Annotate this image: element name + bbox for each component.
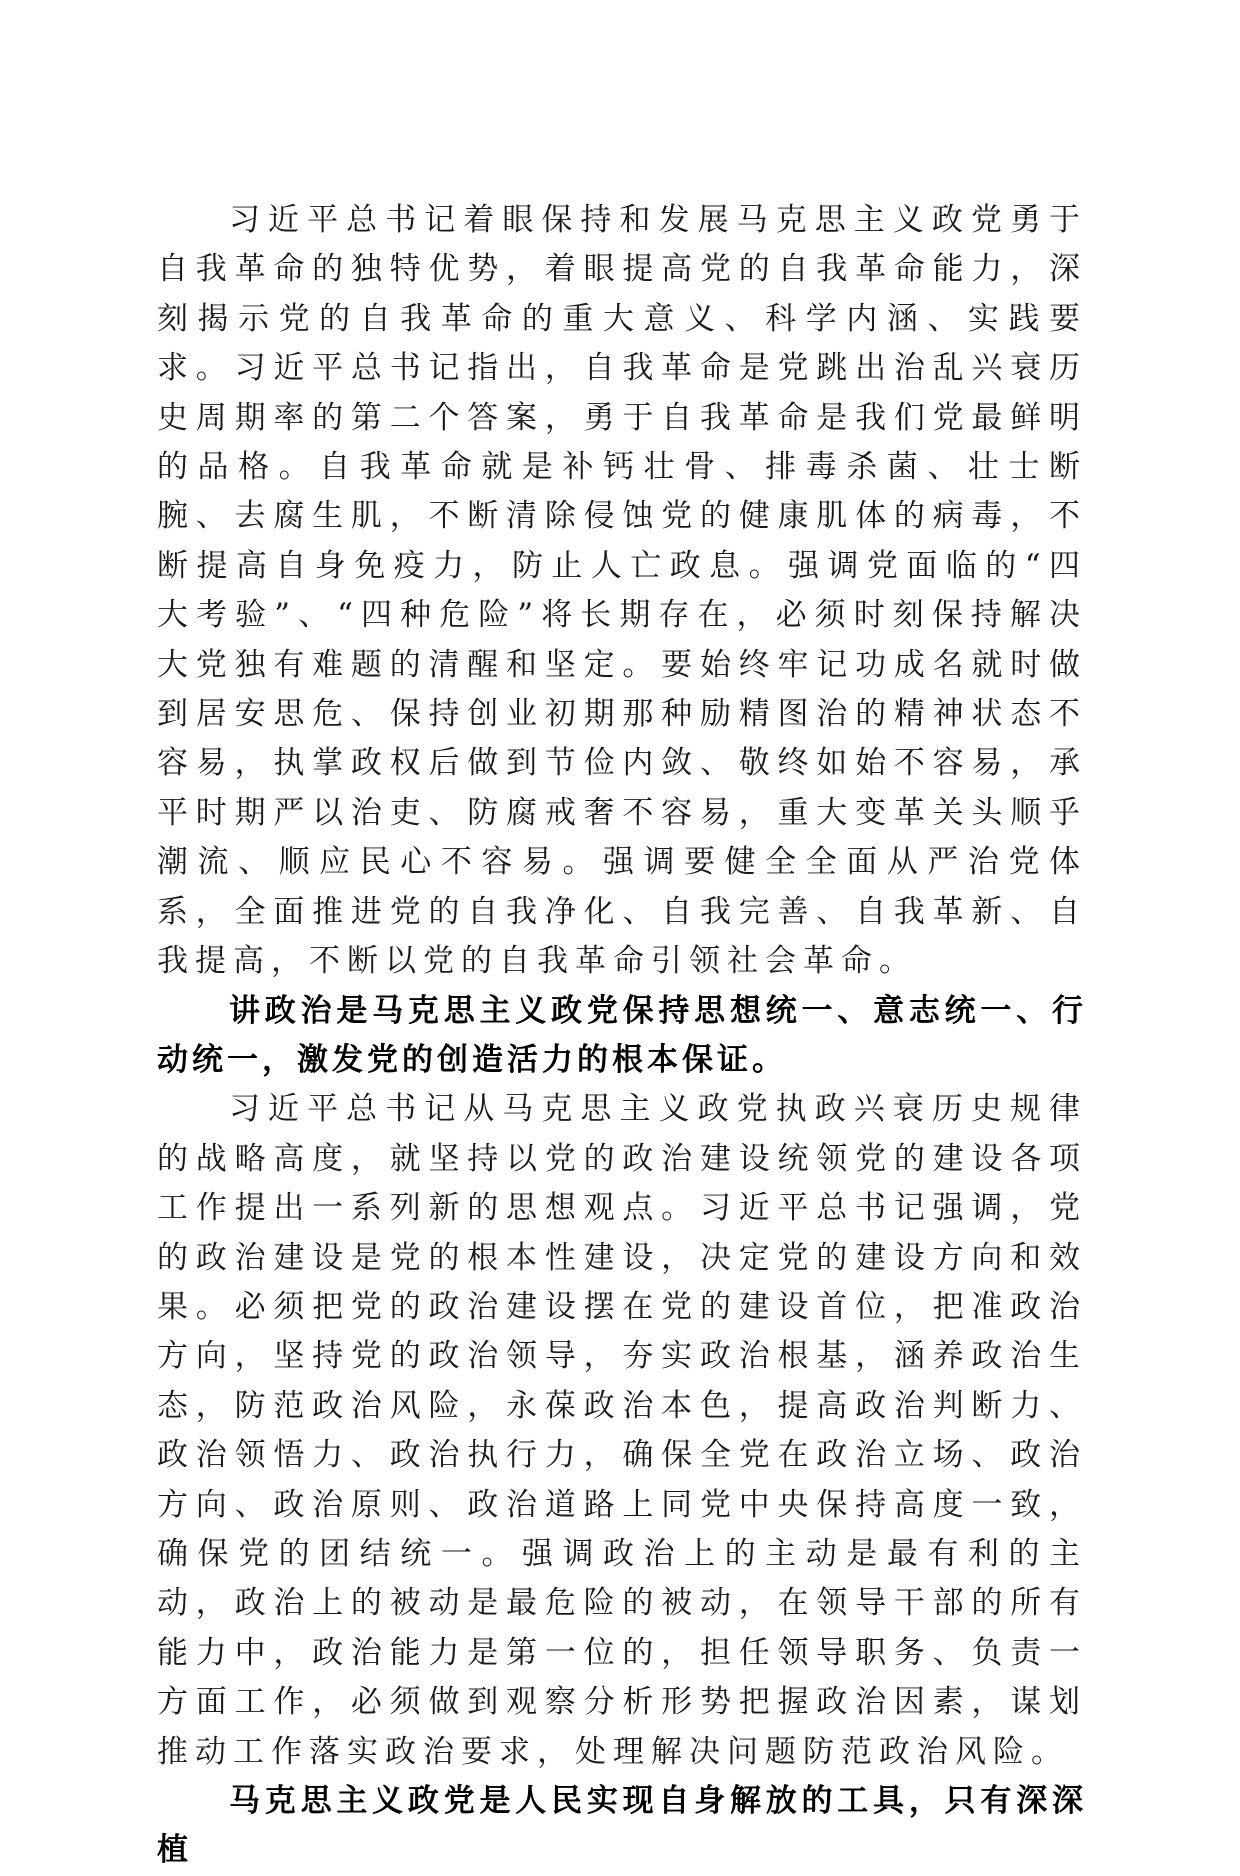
section-heading-politics: 讲政治是马克思主义政党保持思想统一、意志统一、行动统一，激发党的创造活力的根本保证。	[157, 992, 1087, 1078]
body-paragraph-political-building: 习近平总书记从马克思主义政党执政兴衰历史规律的战略高度，就坚持以党的政治建设统领党的建设各项工作提出一系列新的思想观点。习近平总书记强调，党的政治建设是党的根本性建设，决定党的建设方向和效果。必须把党的政治建设摆在党的建设首位，把准政治方向，坚持党的政治领导，夯实政治根基，涵养政治生态，防范政治风险，永葆政治本色，提高政治判断力、政治领悟力、政治执行力，确保全党在政治立场、政治方向、政治原则、政治道路上同党中央保持高度一致，确保党的团结统一。强调政治上的主动是最有利的主动，政治上的被动是最危险的被动，在领导干部的所有能力中，政治能力是第一位的，担任领导职务、负责一方面工作，必须做到观察分析形势把握政治因素，谋划推动工作落实政治要求，处理解决问题防范政治风险。	[157, 1091, 1087, 1770]
document-page	[157, 196, 1087, 1876]
body-paragraph-self-revolution: 习近平总书记着眼保持和发展马克思主义政党勇于自我革命的独特优势，着眼提高党的自我革命能力，深刻揭示党的自我革命的重大意义、科学内涵、实践要求。习近平总书记指出，自我革命是党跳出治乱兴衰历史周期率的第二个答案，勇于自我革命是我们党最鲜明的品格。自我革命就是补钙壮骨、排毒杀菌、壮士断腕、去腐生肌，不断清除侵蚀党的健康肌体的病毒，不断提高自身免疫力，防止人亡政息。强调党面临的“四大考验”、“四种危险”将长期存在，必须时刻保持解决大党独有难题的清醒和坚定。要始终牢记功成名就时做到居安思危、保持创业初期那种励精图治的精神状态不容易，执掌政权后做到节俭内敛、敬终如始不容易，承平时期严以治吏、防腐戒奢不容易，重大变革关头顺乎潮流、顺应民心不容易。强调要健全全面从严治党体系，全面推进党的自我净化、自我完善、自我革新、自我提高，不断以党的自我革命引领社会革命。	[157, 202, 1087, 980]
section-heading-people: 马克思主义政党是人民实现自身解放的工具，只有深深植	[157, 1783, 1087, 1869]
